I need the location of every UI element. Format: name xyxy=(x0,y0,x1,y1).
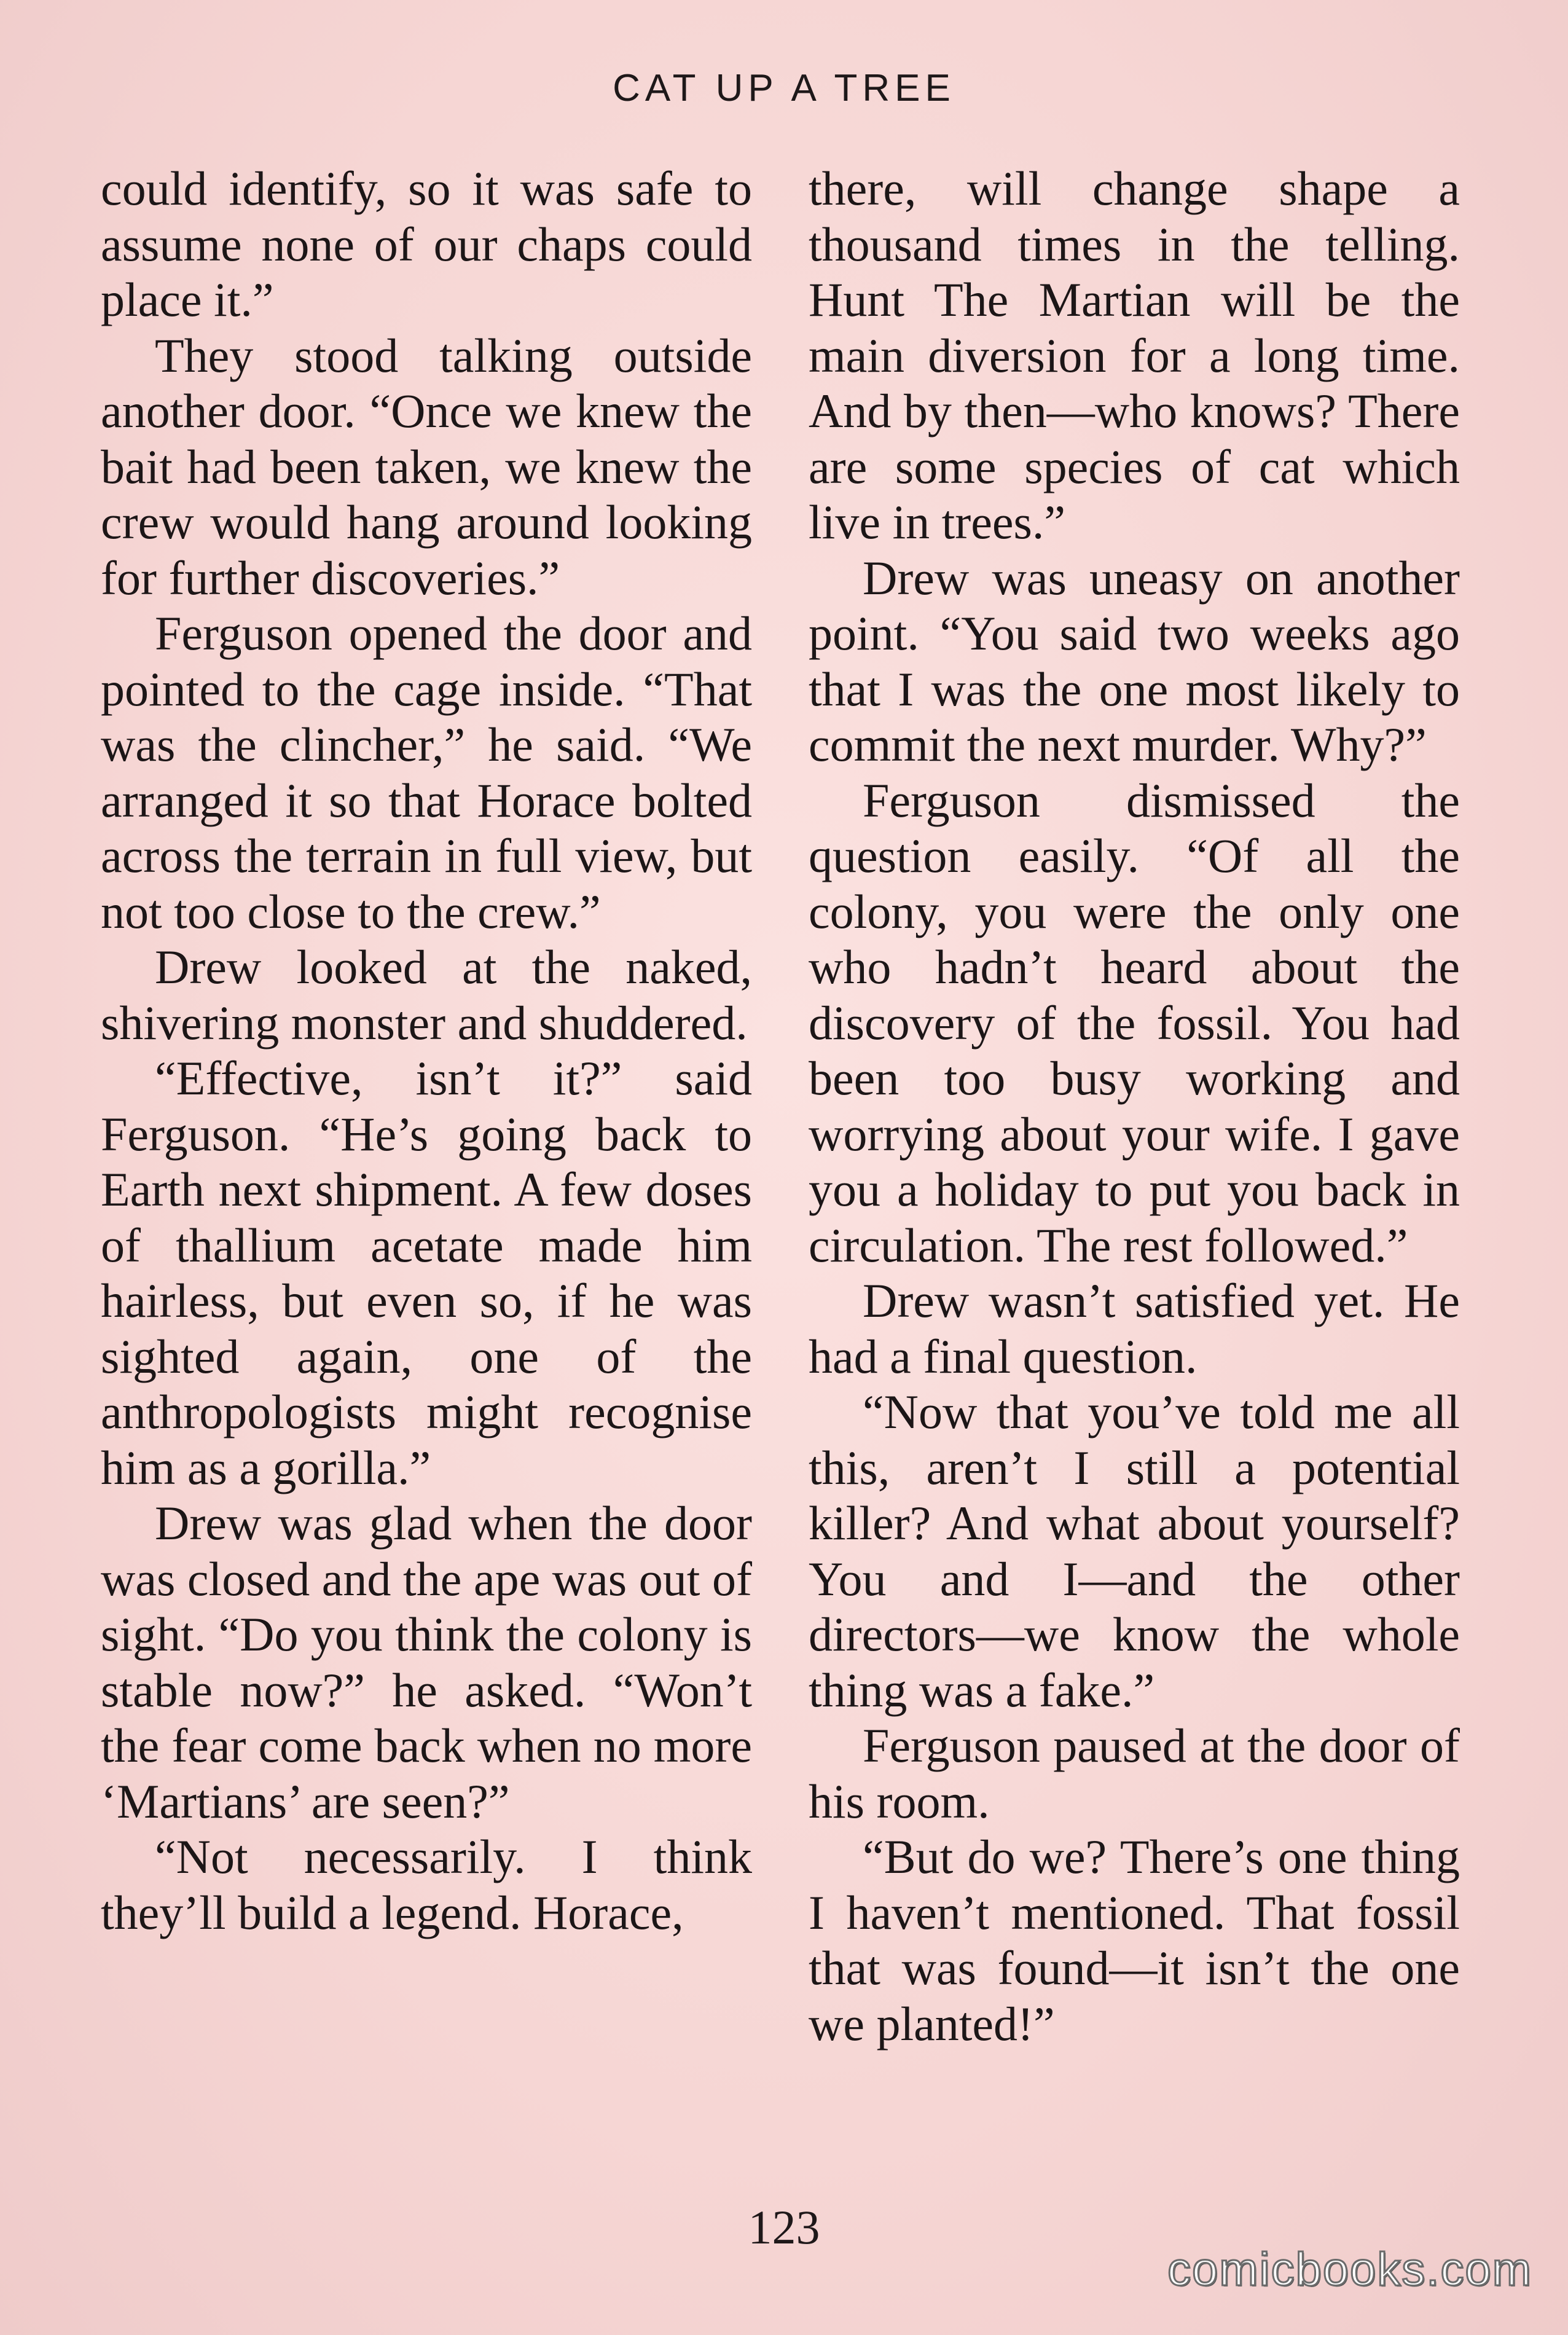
paragraph: “But do we? There’s one thing I haven’t mentioned. That fossil that was found—it isn’t the one we planted!” xyxy=(809,1830,1460,2050)
paragraph: there, will change shape a thousand times in the telling. Hunt The Martian will be the main diversion for a long time. And by then—who knows? There are some species of cat which live in trees.” xyxy=(809,162,1460,549)
paragraph: could identify, so it was safe to assume none of our chaps could place it.” xyxy=(101,162,752,326)
watermark: comicbooks.com xyxy=(1167,2243,1532,2296)
paragraph: Drew wasn’t satisfied yet. He had a final question. xyxy=(809,1274,1460,1383)
right-column xyxy=(809,161,1460,2052)
paragraph: Ferguson opened the door and pointed to the cage inside. “That was the clincher,” he said. “We arranged it so that Horace bolted across the terrain in full view, but not too close to the crew.” xyxy=(101,606,752,938)
paragraph: Drew was glad when the door was closed and the ape was out of sight. “Do you think the colony is stable now?” he asked. “Won’t the fear come back when no more ‘Martians’ are seen?” xyxy=(101,1496,752,1828)
paragraph: They stood talking outside another door. “Once we knew the bait had been taken, we knew the crew would hang around looking for further discoveries.” xyxy=(101,328,752,605)
paragraph: Drew was uneasy on another point. “You said two weeks ago that I was the one most likely to commit the next murder. Why?” xyxy=(809,551,1460,771)
paragraph: “Not necessarily. I think they’ll build a legend. Horace, xyxy=(101,1830,752,1939)
paragraph: “Effective, isn’t it?” said Ferguson. “He’s going back to Earth next shipment. A few doses of thallium acetate made him hairless, but even so, if he was sighted again, one of the anthropologists might recognise him as a gorilla.” xyxy=(101,1051,752,1494)
paragraph: Ferguson dismissed the question easily. “Of all the colony, you were the only one who hadn’t heard about the discovery of the fossil. You had been too busy working and worrying about your wife. I gave you a holiday to put you back in circulation. The rest followed.” xyxy=(809,773,1460,1272)
left-column xyxy=(101,161,752,1941)
paragraph: “Now that you’ve told me all this, aren’t I still a potential killer? And what about yourself? You and I—and the other directors—we know the whole thing was a fake.” xyxy=(809,1385,1460,1717)
page-number: 123 xyxy=(748,2200,820,2254)
paragraph: Ferguson paused at the door of his room. xyxy=(809,1719,1460,1828)
running-title: CAT UP A TREE xyxy=(613,67,955,109)
paragraph: Drew looked at the naked, shivering monster and shuddered. xyxy=(101,940,752,1050)
